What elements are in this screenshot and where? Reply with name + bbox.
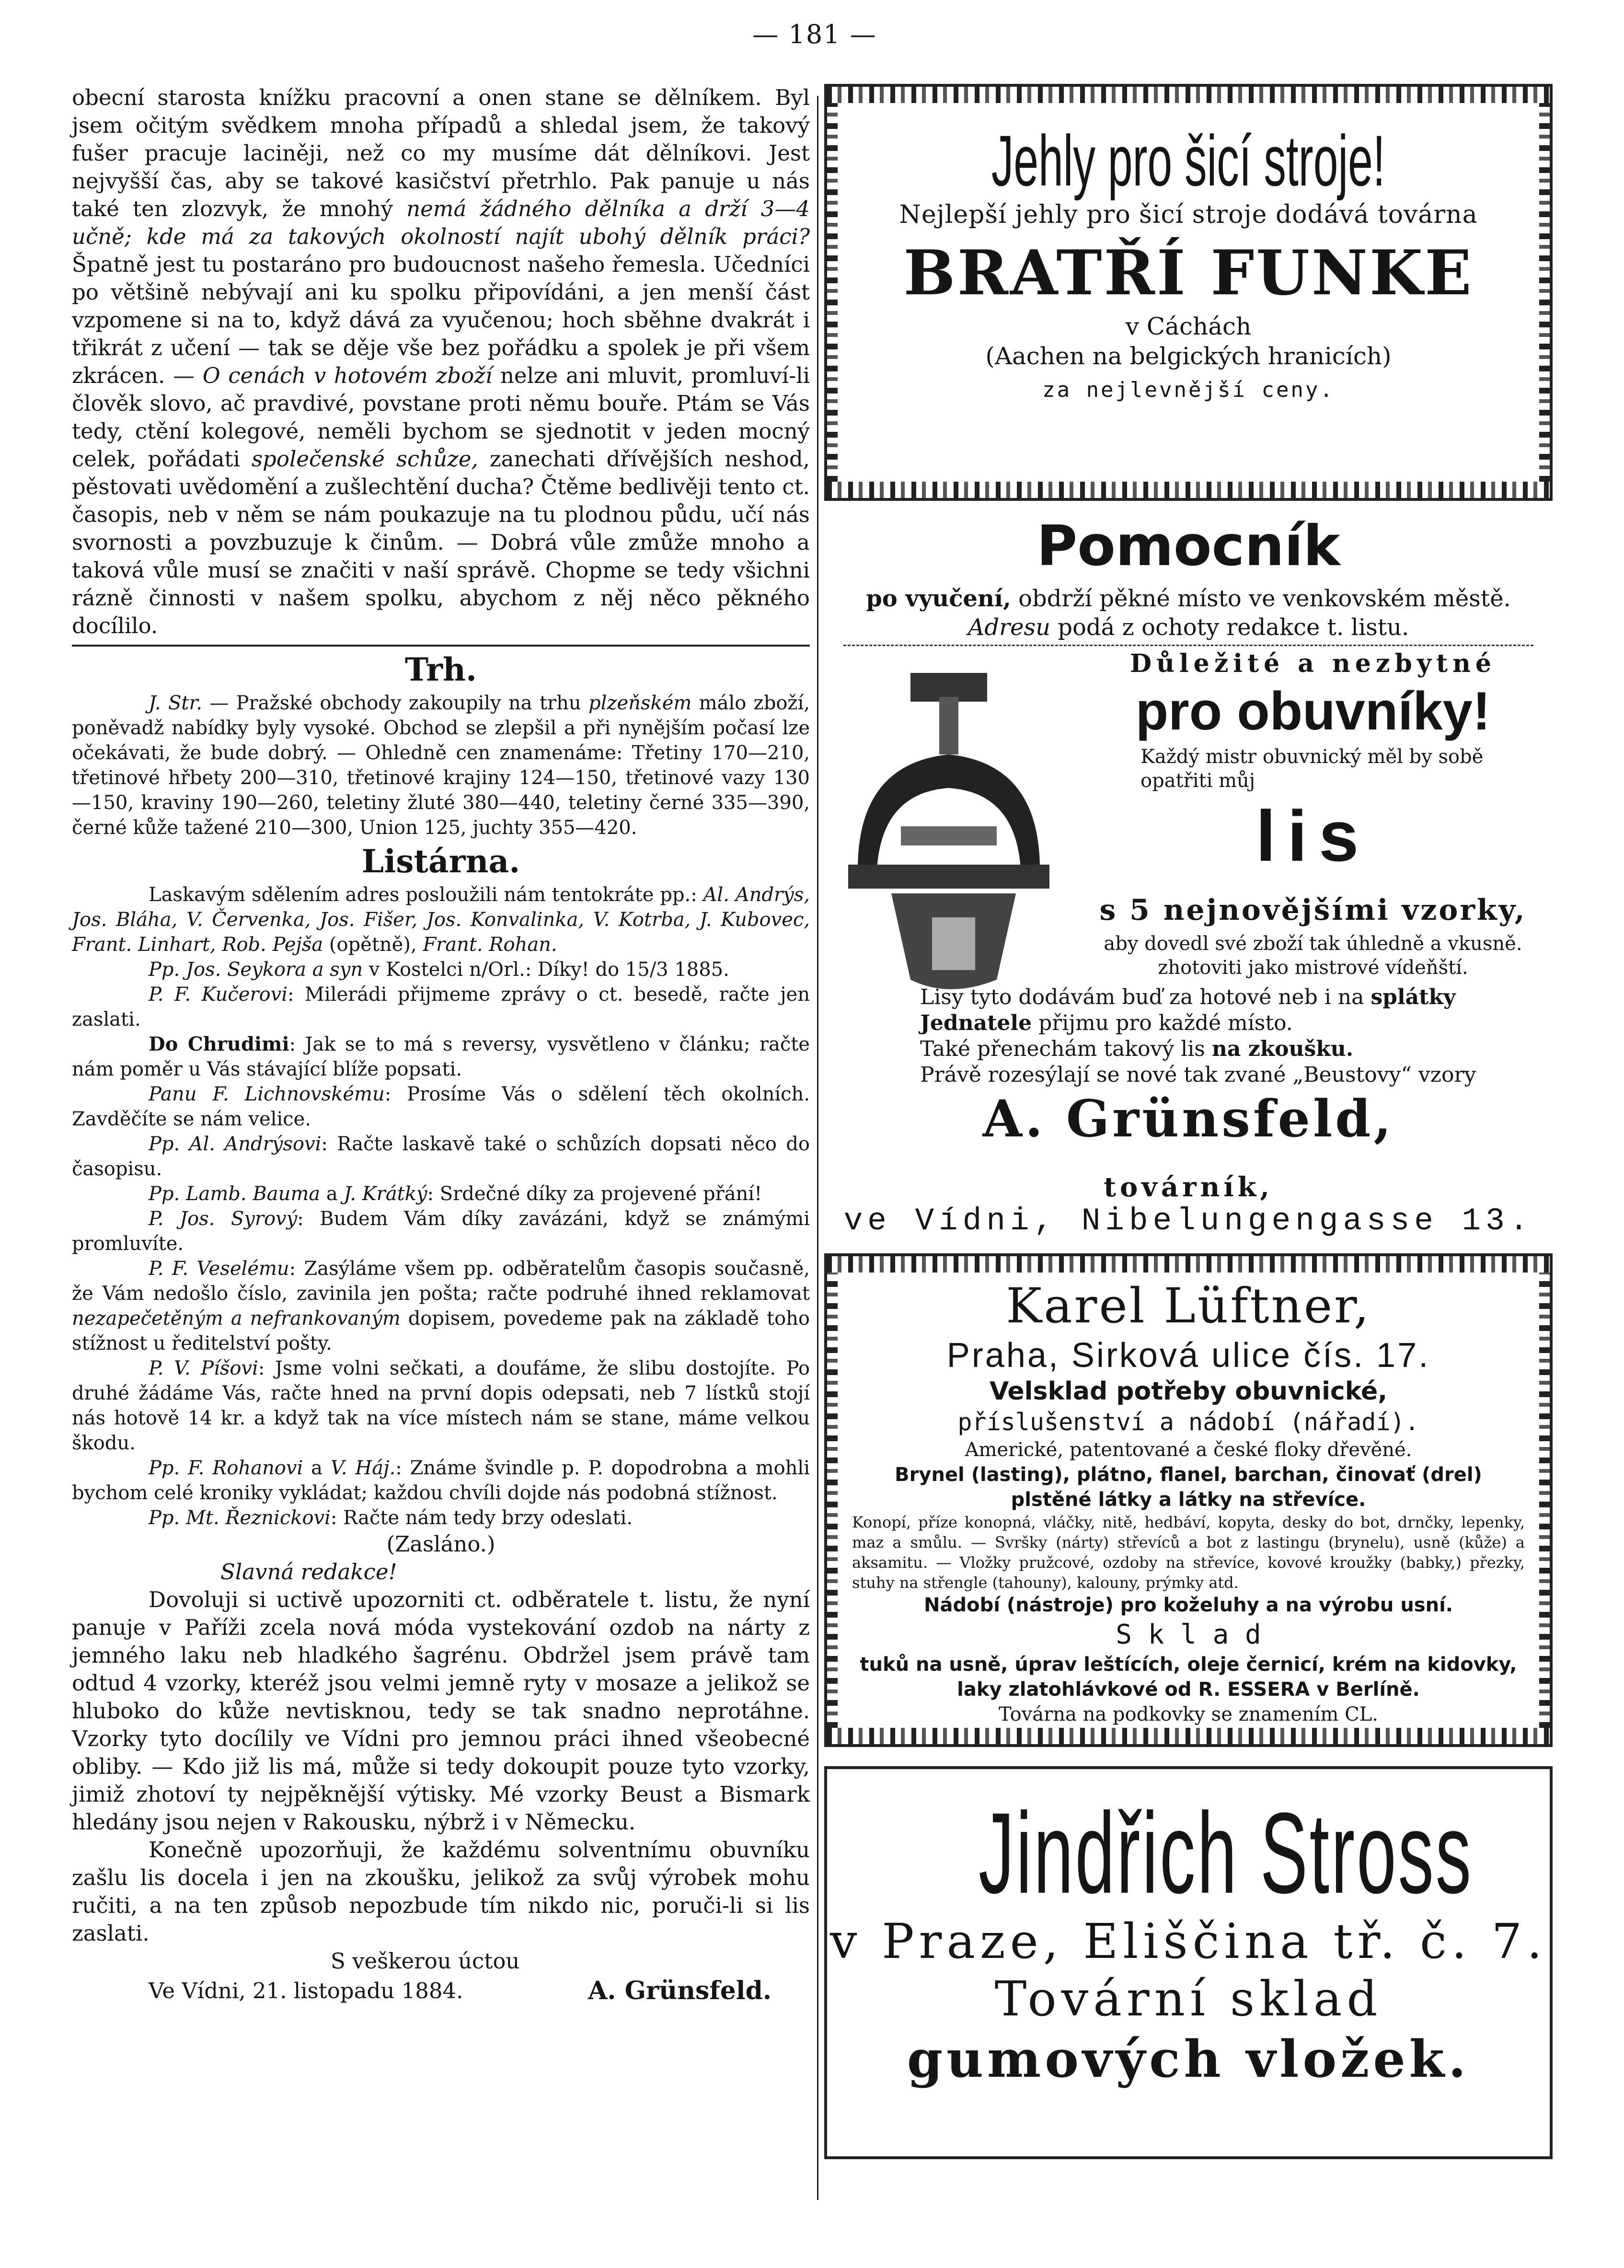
ad-luftner-line: Nádobí (nástroje) pro koželuhy a na výrobu usní. xyxy=(923,1594,1453,1616)
ad-luftner-goods: Konopí, příze konopná, vláčky, nitě, hedbáví, kopyta, desky do bot, drnčky, lepenky, maz a smůlu. — Svršky (nárty) střevíců a bot z lastingu (brynelu), usně (kůže) a aksamitu. — Vložky pružcové, ozdoby na střevíce, kovové kroužky (babky,) přezky, stuhy na střengle (tahouny), kalouny, prýmky atd. xyxy=(852,1513,1525,1592)
list-item: P. Jos. Syrový: Budem Vám díky zavázáni, když se známými promluvíte. xyxy=(72,1208,810,1255)
list-item: P. F. Kučerovi: Milerádi přijmeme zprávy o ct. besedě, račte jen zaslati. xyxy=(72,984,810,1030)
listarna-list xyxy=(72,882,810,1530)
ad-lis-big: lis xyxy=(1255,796,1371,876)
letter-paragraph: Konečně upozorňuji, že každému solventnímu obuvníku zašlu lis docela i jen na zkoušku, jelikož za svůj výrobek mohu ručiti, a na ten způsob nepozbude tím nikdo nic, poruči-li si lis zaslati. xyxy=(72,1837,810,1946)
list-item: Pp. Al. Andrýsovi: Račte laskavě také o schůzích dopsati něco do časopisu. xyxy=(72,1133,810,1180)
salutation: Slavná redakce! xyxy=(220,1559,397,1585)
ad-stross-name: Jindřich Stross xyxy=(979,1789,1473,1917)
press-base xyxy=(848,865,1049,889)
ornament-border xyxy=(827,1256,1550,1273)
ad-lis-address: ve Vídni, Nibelungengasse 13. xyxy=(843,1203,1533,1239)
list-item: Pp. F. Rohanovi a V. Háj.: Známe švindle p. P. dopodrobna a mohli bychom celé kroniky vykládat; každou chvíli dojde nás podobná stížnost. xyxy=(72,1457,810,1504)
article-paragraph: obecní starosta knížku pracovní a onen stane se dělníkem. Byl jsem očitým svědkem mnoha případů a shledal jsem, že takový fušer pracuje laciněji, než co my musíme dát dělníkovi. Jest nejvyšší čas, aby se takové kasičství přetrhlo. Pak panuje u nás také ten zlozvyk, že mnohý nemá žádného dělníka a drží 3—4 učně; kde má za takových okolností najít ubohý dělník práci? Špatně jest tu postaráno pro budoucnost našeho řemesla. Učedníci po většině nebývají ani ku spolku připovídáni, a jen menší část vzpomene si na to, když dává za vyučenou; hoch sběhne dvakrát i třikrát z učení — tak se děje vše bez pořádku a spolek je při všem zkrácen. — O cenách v hotovém zboží nelze ani mluvit, promluví-li člověk slovo, ač pravdivé, povstane proti němu bouře. Ptám se Vás tedy, ctění kolegové, neměli bychom se sjednotit v jeden mocný celek, pořádati společenské schůze, zanechati dřívějších neshod, pěstovati uvědomění a zušlechtění ducha? Čtěme bedlivěji tento ct. časopis, neb v něm se nám poukazuje na tu plodnou půdu, učí nás svornosti a povzbuzuje k činům. — Dobrá vůle zmůže mnoho a taková vůle musí se značiti v naší správě. Chopme se tedy všichni rázně činnosti v našem spolku, abychom z něj něco pěkného docílilo. xyxy=(72,85,810,638)
ad-pomocnik xyxy=(824,515,1553,642)
press-illustration xyxy=(829,668,1078,999)
ad-lis-text: zhotoviti jako mistrové vídeňští. xyxy=(1158,957,1468,979)
right-column xyxy=(824,84,1553,2159)
ad-stross-address: v Praze, Eliščina tř. č. 7. xyxy=(829,1913,1547,1969)
ornament-border xyxy=(1539,103,1550,482)
ad-luftner-line: Brynel (lasting), plátno, flanel, barchan, činovať (drel) xyxy=(895,1464,1482,1486)
list-item: P. F. Veselému: Zasýláme všem pp. odběratelům časopis současně, že Vám nedošlo číslo, zavinila jen pošta; račte podruhé ihned reklamovat nezapečetěným a nefrankovaným dopisem, povedeme pak na základě toho stížnost u ředitelství pošty. xyxy=(72,1258,810,1354)
list-item: Pp. Lamb. Bauma a J. Krátký: Srdečné díky za projevené přání! xyxy=(149,1183,762,1205)
list-item: Pp. Mt. Řeznickovi: Račte nám tedy brzy odeslati. xyxy=(149,1507,633,1529)
section-rule xyxy=(72,645,810,647)
ad-lis-pro: pro obuvníky! xyxy=(1135,681,1491,741)
listarna-heading: Listárna. xyxy=(361,843,520,880)
ad-pomocnik-line: Adresu podá z ochoty redakce t. listu. xyxy=(967,614,1409,641)
ad-stross-line: gumových vložek. xyxy=(907,2029,1470,2089)
ornament-border xyxy=(1539,1273,1550,1728)
signature: A. Grünsfeld. xyxy=(588,1976,772,2005)
ad-stross-line: Tovární sklad xyxy=(994,1971,1382,2027)
press-screw xyxy=(939,697,958,754)
ornament-border xyxy=(827,87,1550,103)
ad-lis-text: aby dovedl své zboží tak úhledně a vkusně. xyxy=(1104,933,1522,955)
ad-luftner-name: Karel Lüftner, xyxy=(1006,1278,1371,1334)
ornament-border xyxy=(827,482,1550,498)
ad-jehly-price: za nejlevnější ceny. xyxy=(1042,378,1335,402)
trh-report: J. Str. — Pražské obchody zakoupily na trhu plzeňském málo zboží, poněvadž nabídky byly vysoké. Obchod se zlepšil a při nynějším počasí lze očekávati, že bude dobrý. — Ohledně cen znamenáme: Třetiny 170—210, třetinové hřbety 200—310, třetinové krajiny 124—150, třetinové vazy 130—150, kraviny 190—260, teletiny žluté 380—440, teletiny černé 335—390, černé kůže tažené 210—300, Union 125, juchty 355—420. xyxy=(72,692,810,839)
ad-jehly-line: Nejlepší jehly pro šicí stroje dodává továrna xyxy=(899,200,1478,229)
ad-pomocnik-line: po vyučení, obdrží pěkné místo ve venkovském městě. xyxy=(866,585,1511,612)
ad-jehly xyxy=(824,84,1553,501)
list-item: Do Chrudimi: Jak se to má s reversy, vysvětleno v článku; račte nám poměr u Vás stávající blíže popsati. xyxy=(72,1033,810,1080)
ad-pomocnik-title: Pomocník xyxy=(1037,514,1340,579)
list-item: P. V. Píšovi: Jsme volni sečkati, a doufáme, že slibu dostojíte. Po druhé žádáme Vás, račte hned na první dopis odepsati, neb 7 lístků stojí nás hotově 14 kr. a když tak na více místech nám se stane, máme velkou škodu. xyxy=(72,1357,810,1454)
zaslano-label: (Zasláno.) xyxy=(386,1531,495,1557)
trh-heading: Trh. xyxy=(404,651,477,688)
ad-jehly-city2: (Aachen na belgických hranicích) xyxy=(985,342,1392,370)
ad-lis-vzorky: s 5 nejnovějšími vzorky, xyxy=(1099,893,1527,927)
ad-lis-head: Důležité a nezbytné xyxy=(1130,649,1496,678)
page-number: — 181 — xyxy=(752,19,877,49)
list-item: Panu F. Lichnovskému: Prosíme Vás o sdělení těch okolních. Zavděčíte se nám velice. xyxy=(72,1083,810,1130)
ad-luftner xyxy=(824,1253,1553,1747)
column-divider xyxy=(817,96,818,2200)
ad-separator xyxy=(843,645,1533,646)
ad-luftner-line: Továrna na podkovky se znamením CL. xyxy=(999,1703,1378,1725)
ad-luftner-line: příslušenství a nádobí (nářadí). xyxy=(957,1408,1419,1436)
press-plate xyxy=(901,826,997,845)
ornament-border xyxy=(827,1273,838,1728)
ad-lis-text: Každý mistr obuvnický měl by sobě opatřiti můj xyxy=(1140,746,1484,792)
ad-jehly-company: BRATŘÍ FUNKE xyxy=(903,237,1474,309)
ad-lis-tovarnik: továrník, xyxy=(1104,1171,1273,1203)
ad-lis-terms: Lisy tyto dodávám buď za hotové neb i na splátky Jednatele přijmu pro každé místo. Také přenechám takový lis na zkoušku. Právě rozesýlají se nové tak zvané „Beustovy“ vzory xyxy=(920,985,1476,1087)
ornament-border xyxy=(827,103,838,482)
ad-lis-name: A. Grünsfeld, xyxy=(982,1088,1394,1148)
list-item: Laskavým sdělením adres posloužili nám tentokráte pp.: Al. Andrýs, Jos. Bláha, V. Červenka, Jos. Fišer, Jos. Konvalinka, V. Kotrba, J. Kubovec, Frant. Linhart, Rob. Pejša (opětně), Frant. Rohan. xyxy=(72,884,810,956)
ad-lis xyxy=(824,649,1553,1171)
ad-luftner-address: Praha, Sirková ulice čís. 17. xyxy=(946,1336,1430,1375)
ad-luftner-line: tuků na usně, úprav leštících, oleje černicí, krém na kidovky, laky zlatohlávkové od R. ESSERA v Berlíně. xyxy=(860,1654,1517,1701)
list-item: Pp. Jos. Seykora a syn v Kostelci n/Orl.: Díky! do 15/3 1885. xyxy=(149,959,729,981)
ad-jehly-title: Jehly pro šicí stroje! xyxy=(991,120,1385,201)
ad-luftner-line: Velsklad potřeby obuvnické, xyxy=(990,1377,1387,1406)
press-frame xyxy=(858,754,1040,869)
press-die-highlight xyxy=(932,917,975,970)
ad-stross xyxy=(824,1766,1553,2159)
place-date: Ve Vídni, 21. listopadu 1884. xyxy=(149,1978,463,2003)
signature-row xyxy=(72,1977,810,2005)
left-column xyxy=(72,84,810,2005)
ad-jehly-city: v Cáchách xyxy=(1125,312,1252,340)
ad-luftner-line: Americké, patentované a české floky dřevěné. xyxy=(965,1439,1412,1461)
ad-luftner-line: plstěné látky a látky na střevíce. xyxy=(1011,1489,1366,1511)
closing: S veškerou úctou xyxy=(331,1948,520,1974)
letter-paragraph: Dovoluji si uctivě upozorniti ct. odběratele t. listu, že nyní panuje v Paříži zcela nová móda vystekování ozdob na nárty z jemného laku neb hladkého šagrénu. Obdržel jsem právě tam odtud 4 vzorky, kteréž jsou velmi jemně ryty v mosaze a jelikož se hluboko do kůže nevtisknou, tedy se tak snadno neprotáhne. Vzorky tyto docílily ve Vídni pro jemnou práci ihned všeobecné obliby. — Kdo již lis má, může si tedy dokoupit pouze tyto vzorky, jimiž zhotoví ty nejpěknější výtisky. Mé vzorky Beust a Bismark hledány jsou nejen v Rakousku, nýbrž i v Německu. xyxy=(72,1587,810,1835)
ornament-border xyxy=(827,1728,1550,1744)
ad-luftner-sklad: S k l a d xyxy=(1116,1619,1261,1650)
